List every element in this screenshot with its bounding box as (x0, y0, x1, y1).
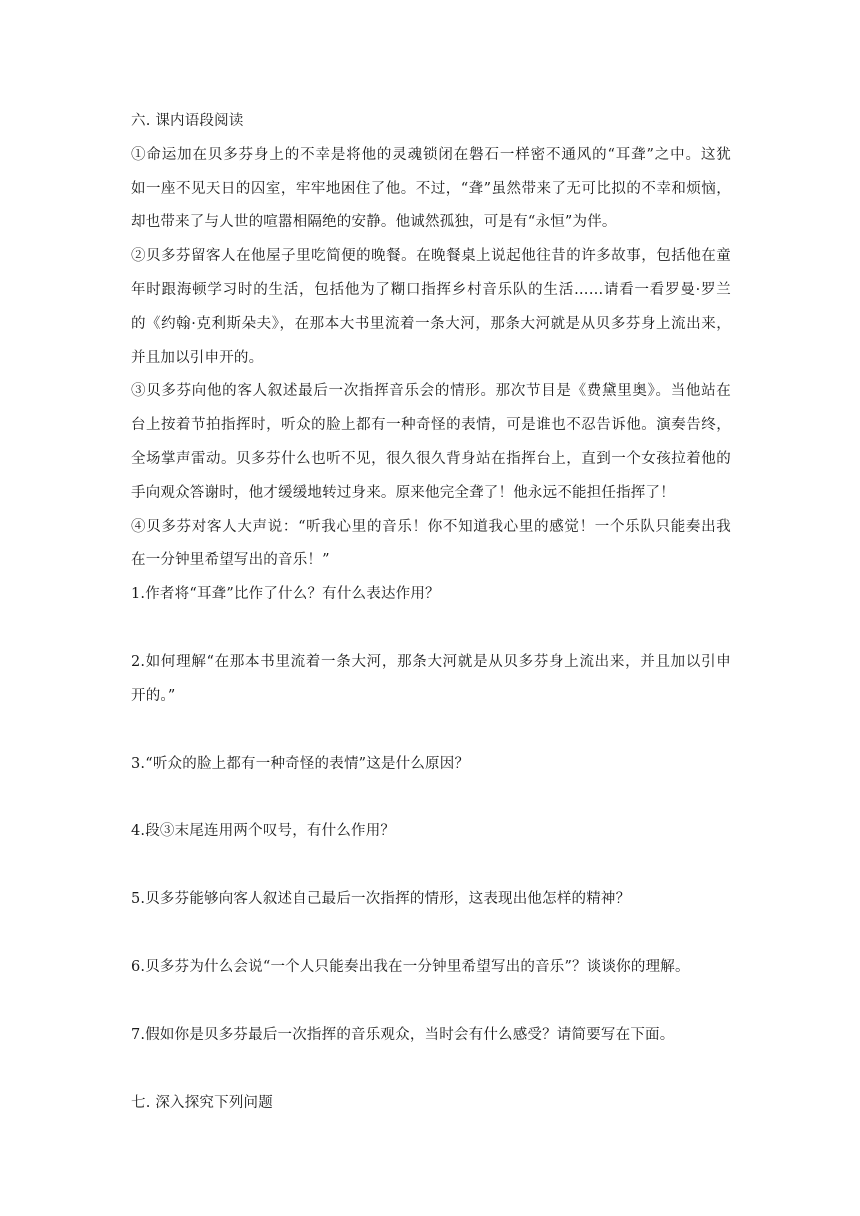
passage-line: ①命运加在贝多芬身上的不幸是将他的灵魂锁闭在磐石一样密不通风的“耳聋”之中。这犹 (131, 147, 731, 163)
passage-line: ④贝多芬对客人大声说：“听我心里的音乐！你不知道我心里的感觉！一个乐队只能奏出我 (131, 519, 731, 535)
passage-line: 在一分钟里希望写出的音乐！” (131, 552, 330, 568)
question-item: 4.段③末尾连用两个叹号，有什么作用？ (131, 823, 396, 839)
question-item: 2.如何理解“在那本书里流着一条大河，那条大河就是从贝多芬身上流出来，并且加以引申 (131, 654, 731, 670)
passage-line: 全场掌声雷动。贝多芬什么也听不见，很久很久背身站在指挥台上，直到一个女孩拉着他的 (131, 451, 731, 467)
passage-line: ②贝多芬留客人在他屋子里吃简便的晚餐。在晚餐桌上说起他往昔的许多故事，包括他在童 (131, 248, 731, 264)
passage-line: 的《约翰·克利斯朵夫》，在那本大书里流着一条大河，那条大河就是从贝多芬身上流出来， (131, 316, 731, 332)
section-heading: 七. 深入探究下列问题 (131, 1095, 273, 1111)
question-item: 7.假如你是贝多芬最后一次指挥的音乐观众，当时会有什么感受？请简要写在下面。 (131, 1027, 675, 1043)
passage-line: 手向观众答谢时，他才缓缓地转过身来。原来他完全聋了！他永远不能担任指挥了！ (131, 485, 675, 501)
section-heading: 六. 课内语段阅读 (131, 113, 244, 129)
question-item: 1.作者将“耳聋”比作了什么？有什么表达作用？ (131, 586, 440, 602)
question-item: 开的。” (131, 688, 176, 704)
passage-line: 却也带来了与人世的喧嚣相隔绝的安静。他诚然孤独，可是有“永恒”为伴。 (131, 214, 617, 230)
question-item: 5.贝多芬能够向客人叙述自己最后一次指挥的情形，这表现出他怎样的精神？ (131, 891, 631, 907)
passage-line: 年时跟海顿学习时的生活，包括他为了糊口指挥乡村音乐队的生活……请看一看罗曼·罗兰 (131, 282, 731, 298)
passage-line: 如一座不见天日的囚室，牢牢地困住了他。不过，“聋”虽然带来了无可比拟的不幸和烦恼， (131, 181, 731, 197)
passage-line: 并且加以引申开的。 (131, 350, 264, 366)
question-item: 6.贝多芬为什么会说“一个人只能奏出我在一分钟里希望写出的音乐”？谈谈你的理解。 (131, 959, 690, 975)
question-item: 3.“听众的脸上都有一种奇怪的表情”这是什么原因？ (131, 756, 470, 772)
passage-line: ③贝多芬向他的客人叙述最后一次指挥音乐会的情形。那次节目是《费黛里奥》。当他站在 (131, 383, 731, 399)
passage-line: 台上按着节拍指挥时，听众的脸上都有一种奇怪的表情，可是谁也不忍告诉他。演奏告终， (131, 417, 731, 433)
